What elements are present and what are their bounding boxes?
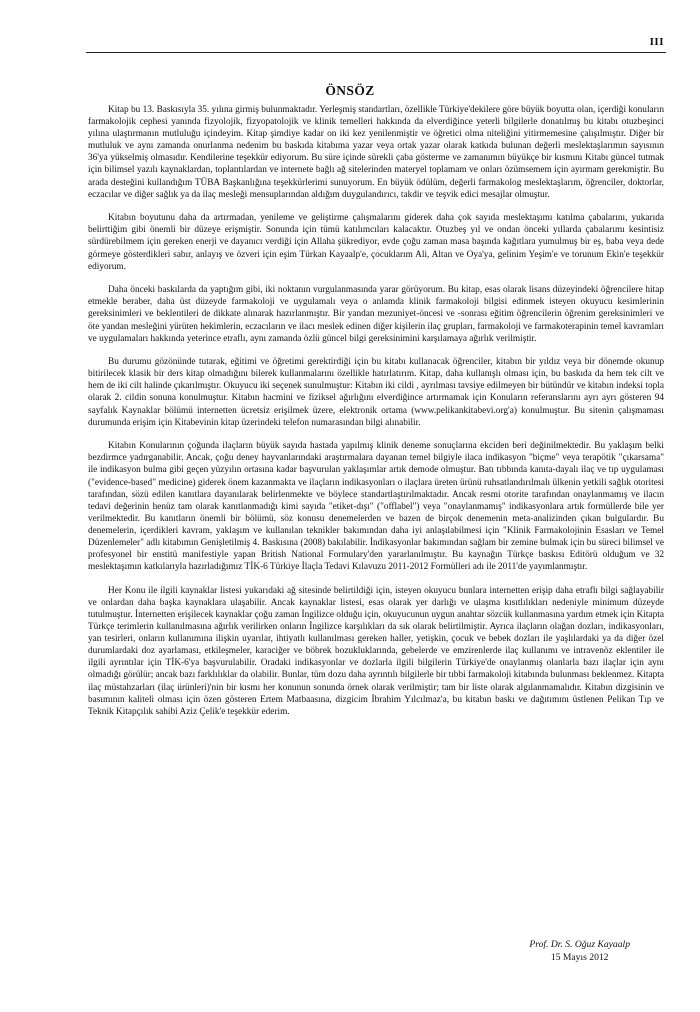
paragraph: Kitabın Konularının çoğunda ilaçların büyük sayıda hastada yapılmış klinik deneme sonuçlarına ekciden beri değinilmektedir. Bu yaklaşım belki bezdirmce yadırganabilir. Ancak, çoğu deney hayvanlarındaki araştırmalara dayanan temel bilgiyle ilaca indikasyon "biçme" veya terapötik "çıkarsama" ile indikasyon bulma gibi geçen yüzyılın ortasına kadar başvurulan yaklaşımlar artık demode olmuştur. Batı tıbbında kanıta-dayalı ilaç ve tıp uygulaması ("evidence-based" medicine) giderek önem kazanmakta ve ilaçların indikasyonları o ilaçlara üreten ürünü ruhsatlandırılmalı ülkenin yetkili sağlık otoritesi tarafından, sözü edilen kanıtlara dayanılarak belirlenmekte ve böylece standartlaştırılmaktadır. Ancak resmi otorite tarafından onaylanmamış ve ilacın tedavi değerinin henüz tam olarak kanıtlanmadığı kimi sayıda "etiket-dışı" ("offlabel") veya "onaylanmamış" indikasyonlara artık formüllerde bile yer verilmektedir. Bu kanıtların önemli bir bölümü, söz konusu denemelerden ve bazen de birçok denemenin meta-analizinden çıkan bulgulardır. Bu denemelerin, içerdikleri kavram, yaklaşım ve kullanılan teknikler bakımından daha iyi anlaşılabilmesi için "Klinik Farmakolojinin Esasları ve Temel Düzenlemeler" adlı kitabımın Genişletilmiş 4. Baskısına (2008) bakılabilir. İndikasyonlar bakımından sağlam bir zemine bulmak için bu süreci bilimsel ve profesyonel bir enstitü manifestiyle yapan British National Formulary'den yararlanılmıştır. Bu kaynağın Türkçe baskısı Editörü olduğum ve 32 meslektaşımın katkılarıyla hazırladığımız TİK-6 Türkiye İlaçla Tedavi Kılavuzu 2011-2012 Formülleri adı ile 2011'de yayımlanmıştır. bbox=[88, 441, 664, 573]
paragraph: Daha önceki baskılarda da yaptığım gibi, iki noktanın vurgulanmasında yarar görüyorum. Bu kitap, esas olarak lisans düzeyindeki öğrencilere hitap etmekle beraber, daha üst düzeyde farmakoloji ve uygulamalı veya o anlamda klinik farmakoloji bilgisi edinmek isteyen okuyucu kesimlerinin gereksinimleri ve beklentileri de dikkate alınarak hazırlanmıştır. Bir yandan mezuniyet-öncesi ve -sonrası eğitim öğrencilerin öğrenim gereksinimleri ve öte yandan mesleğini yürüten hekimlerin, eczacıların ve ilacı meslek edinen diğer kişilerin ilaç grupları, farmakoloji ve farmakoterapinin temel kavramları ve uygulamaları hakkında yeterince etraflı, aynı zamanda özlü güncel bilgi gereksinimini karşılamaya ağırlık verilmiştir. bbox=[88, 285, 664, 344]
signature-block bbox=[529, 938, 630, 964]
paragraph: Her Konu ile ilgili kaynaklar listesi yukarıdaki ağ sitesinde belirtildiği için, isteyen okuyucu bunlara internetten erişip daha etraflı bilgi sağlayabilir ve onlardan daha başka kaynaklara ulaşabilir. Ancak kaynaklar listesi, esas olarak yer darlığı ve ulaşma kısıtlılıkları nedeniyle minimum düzeyde tutulmuştur. İnternetten erişilecek kaynaklar çoğu zaman İngilizce olduğu için, okuyucunun uygun anahtar sözcük kullanmasına yardım etmek için Kitapta Türkçe terimlerin kullanılmasına ağırlık verilirken onların İngilizce karşılıkları da sık olarak belirtilmiştir. Ayrıca ilaçların olağan dozları, indikasyonları, yan tesirleri, onların kullanımına ilişkin uyarılar, ihtiyatlı kullanılması gereken haller, yetişkin, çocuk ve bebek dozları ile yaşlılardaki ya da diğer özel durumlardaki doz ayarlaması, etkileşmeler, karaciğer ve böbrek bozukluklarında, gebelerde ve emzirenlerde ilaç kullanımı ve intravenöz eklentiler ile ilgili ayrıntılar için TİK-6'ya başvurulabilir. Oradaki indikasyonlar ve dozlarla ilgili bilgilerin Türkiye'de onaylanmış olanlarla bazı ilaçlar için aynı olmadığı görülür; ancak bazı farklılıklar da olabilir. Bunlar, tüm dozu daha ayrıntılı bilgilerle bir tıbbi farmakoloji kitabında bulunması beklenmez. Kitapta ilaç müstahzarları (ilaç ürünleri)'nin bir kısmı her konunun sonunda örnek olarak verilmiştir; tam bir liste olarak algılanmamalıdır. Kitabın dizgisinin ve basımının kaliteli olması için özen gösteren Ertem Matbaasına, dizgicim İbrahim Yılcılmaz'a, bu kitabın baskı ve dağıtımını üstlenen Pelikan Tıp ve Teknik Kitapçılık sahibi Aziz Çelik'e teşekkür ederim. bbox=[88, 585, 664, 717]
paragraph: Bu durumu gözönünde tutarak, eğitimi ve öğretimi gerektirdiği için bu kitabı kullanacak öğrenciler, kitabın bir yıldız veya bir dönemde okunup bitirilecek klasik bir ders kitap olmadığını bilerek kullanmalarını özellikle hatırlatırım. Kitap, daha kullanışlı olması için, bu baskıda da hem tek cilt ve hem de iki cilt halinde çıkarılmıştır. Okuyucu iki seçenek sunulmuştur: Kitabın iki cildi , ayrılması tavsiye edilmeyen bir bütündür ve kitabın indeksi topla olarak 2. cildin sonuna konulmuştur. Kitabın hacmini ve fiziksel ağırlığını elverdiğince artırmamak için Konuların referanslarını ayrı ayrı gösteren 94 sayfalık Kaynaklar bölümü internetten ücretsiz erişilmek üzere, elektronik ortama (www.pelikankitabevi.org'a) konulmuştur. Bu sitenin çalışmaması durumunda erişim için Kitabevinin kitap üzerindeki telefon numarasından bilgi alınabilir. bbox=[88, 357, 664, 428]
paragraph: Kitabın boyutunu daha da artırmadan, yenileme ve geliştirme çalışmalarını giderek daha çok sayıda meslektaşımı katılma çabalarını, yukarıda belirttiğim gibi önemli bir düzeye erişmiştir. Sonunda için tümü katılımcıları kalacaktır. Otuzbeş yıl ve ondan önceki yıllarda çabalarımı kesintisiz sürdürebilmem için gereken enerji ve dayanıcı verdiği için Allaha şükrediyor, evde çoğu zaman masa başında kağıtlara yumulmuş bir eş, baba veya dede görmeye gösterdikleri sabır, anlayış ve özveri için eşim Türkan Kayaalp'e, çocuklarım Ali, Altan ve Oya'ya, gelinim Yeşim'e ve torunum Ekin'e teşekkür ediyorum. bbox=[88, 213, 664, 272]
signature-author: Prof. Dr. S. Oğuz Kayaalp bbox=[529, 939, 630, 950]
header-rule bbox=[86, 52, 666, 53]
preface-body bbox=[88, 104, 664, 718]
paragraph: Kitap bu 13. Baskısıyla 35. yılına girmiş bulunmaktadır. Yerleşmiş standartları, özellikle Türkiye'dekilere göre büyük boyutta olan, içerdiği konuların farmakolojik cephesi yanında fizyolojik, fizyopatolojik ve klinik temelleri hakkında da elverdiğince yeterli bilgilerle donatılmış bu kitabı otuzbeşinci yılına ulaştırmanın mutluluğu içindeyim. Kitap şimdiye kadar on iki kez yenilenmiştir ve öğretici olma niteliğini yitirmemesine çalışılmıştır. Diğer bir mutluluk ve aynı zamanda onurlanma nedenim bu baskıda kitabıma yazar veya ortak yazar olarak katkıda bulunan değerli meslektaşlarımın sayısının 36'ya yükselmiş olmasıdır. Kendilerine teşekkür ediyorum. Bu süre içinde sürekli çaba gösterme ve zamanımın büyükçe bir kısmını Kitabı güncel tutmak için bilimsel yazılı kaynaklardan, toplantılardan ve internete bağlı ağ sitelerinden materyel toplamam ve onları özümsemem için ayırmam gerekmiştir. Bu arada desteğini kullandığım TÜBA Başkanlığına teşekkürlerimi sunuyorum. En büyük ödülüm, değerli farmakolog meslektaşlarım, öğrenciler, doktorlar, eczacılar ve diğer sağlık ya da ilaç mesleği mensuplarından aldığım duygulandırıcı, takdir ve teşvik edici mesajlar olmuştur. bbox=[88, 105, 664, 200]
signature-date: 15 Mayıs 2012 bbox=[550, 952, 609, 963]
page-title: ÖNSÖZ bbox=[325, 83, 375, 98]
page-number: III bbox=[649, 36, 664, 48]
